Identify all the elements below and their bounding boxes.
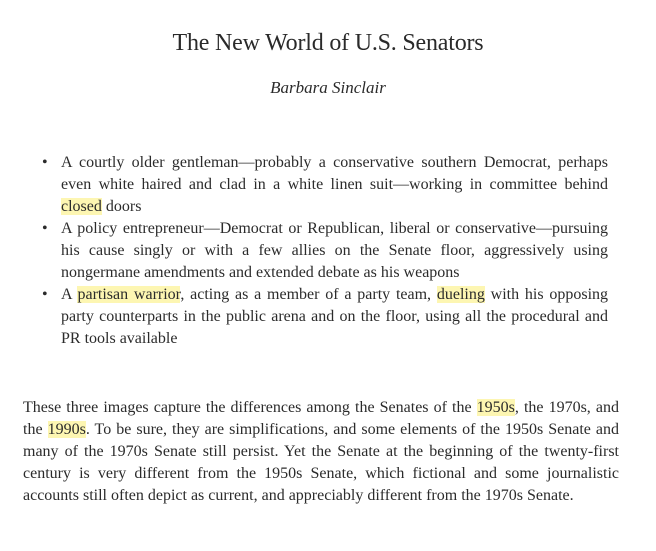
bullet-text-segment: , acting as a member of a party team, [180, 286, 437, 303]
page-title: The New World of U.S. Senators [172, 30, 484, 56]
highlighted-text: partisan warrior [77, 286, 181, 303]
bullet-text-segment: A policy entrepreneur—Democrat or Republican, liberal or conservative—pursuing his cause singly or with a few allies on the Senate floor, aggressively using nongermane amendments and extended debate as his weapons [61, 220, 608, 281]
highlighted-text: closed [61, 198, 102, 215]
author-name: Barbara Sinclair [270, 78, 386, 97]
highlighted-text: dueling [436, 286, 485, 303]
bullet-icon: • [42, 286, 48, 303]
bullet-icon: • [42, 220, 48, 237]
bullet-icon: • [42, 154, 48, 171]
bullet-text-segment: doors [101, 198, 142, 215]
bullet-text-segment: A [61, 286, 78, 303]
paragraph-text-segment: These three images capture the differences among the Senates of the [23, 399, 477, 416]
paragraph-text-segment: , the 1970s, and the [23, 399, 619, 438]
highlighted-text: 1990s [47, 421, 86, 438]
bullet-text-segment: with his opposing party counterparts in the public arena and on the floor, using all the procedural and PR tools available [61, 286, 609, 347]
highlighted-text: 1950s [476, 399, 515, 416]
bullet-item-2 [40, 218, 608, 284]
paragraph-text-segment: . To be sure, they are simplifications, and some elements of the 1950s Senate and many of the 1970s Senate still persist. Yet the Senate at the beginning of the twenty-first century is very different from the 1950s Senate, which fictional and some journalistic accounts still often depict as current, and appreciably different from the 1970s Senate. [23, 421, 620, 504]
bullet-item-3 [40, 284, 608, 350]
bullet-text-segment: A courtly older gentleman—probably a conservative southern Democrat, perhaps even white haired and clad in a white linen suit—working in committee behind [61, 154, 608, 193]
bullet-list [40, 152, 608, 350]
bullet-item-1 [40, 152, 608, 218]
body-paragraph [23, 397, 619, 507]
